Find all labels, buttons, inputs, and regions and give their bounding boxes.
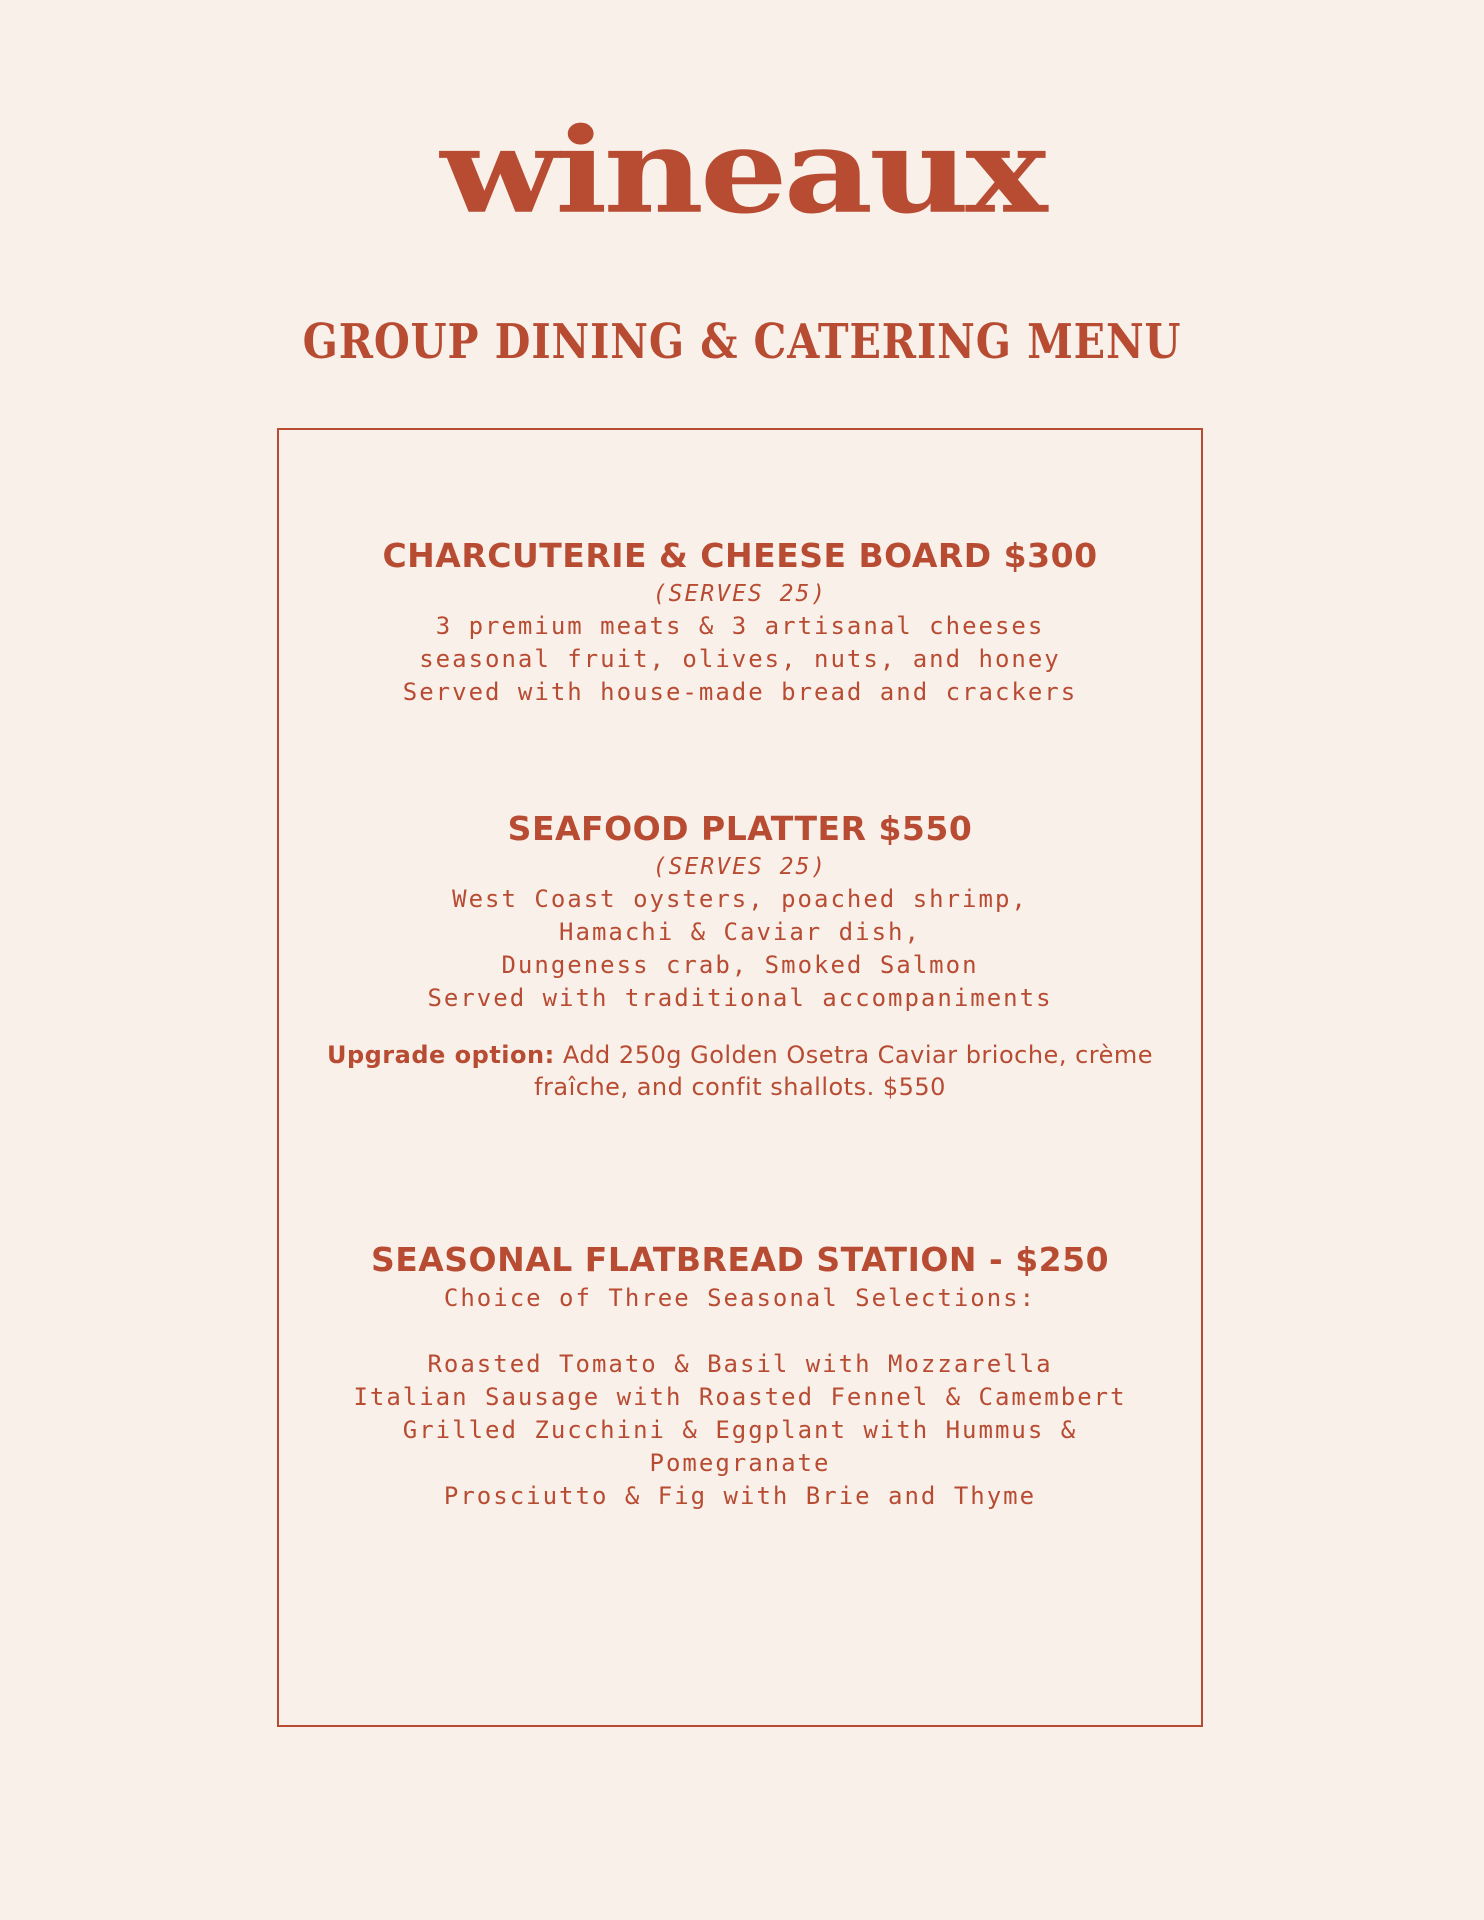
description-line: Dungeness crab, Smoked Salmon: [501, 951, 979, 979]
upgrade-text: Add 250g Golden Osetra Caviar brioche, crème fraîche, and confit shallots. $550: [534, 1041, 1154, 1101]
description-line: seasonal fruit, olives, nuts, and honey: [419, 645, 1061, 673]
page-title: GROUP DINING & CATERING MENU: [302, 314, 1182, 370]
description-line: 3 premium meats & 3 artisanal cheeses: [435, 612, 1045, 640]
description-line: West Coast oysters, poached shrimp,: [452, 885, 1028, 913]
serves-note: (SERVES 25): [652, 854, 828, 880]
selection-line: Grilled Zucchini & Eggplant with Hummus &: [402, 1416, 1078, 1444]
item-title: SEAFOOD PLATTER $550: [507, 809, 973, 848]
menu-item-charcuterie: [279, 534, 1201, 709]
description-line: Hamachi & Caviar dish,: [559, 918, 921, 946]
item-title: CHARCUTERIE & CHEESE BOARD $300: [382, 536, 1098, 575]
menu-item-flatbread-station: [279, 1238, 1201, 1513]
description-line: Served with traditional accompaniments: [427, 984, 1053, 1012]
upgrade-option: [310, 1039, 1170, 1103]
item-title: SEASONAL FLATBREAD STATION - $250: [370, 1240, 1110, 1279]
selection-line: Pomegranate: [649, 1449, 831, 1477]
menu-box: [277, 428, 1203, 1727]
serves-note: (SERVES 25): [652, 581, 828, 607]
selection-line: Prosciutto & Fig with Brie and Thyme: [443, 1482, 1037, 1510]
upgrade-label: Upgrade option:: [326, 1041, 555, 1069]
wineaux-logo: wineaux: [440, 101, 1044, 240]
spacer: [279, 1315, 1201, 1348]
selection-line: Italian Sausage with Roasted Fennel & Camembert: [353, 1383, 1127, 1411]
menu-item-seafood-platter: [279, 807, 1201, 1103]
selection-line: Roasted Tomato & Basil with Mozzarella: [427, 1350, 1053, 1378]
intro-line: Choice of Three Seasonal Selections:: [443, 1284, 1037, 1312]
description-line: Served with house-made bread and crackers: [402, 678, 1078, 706]
